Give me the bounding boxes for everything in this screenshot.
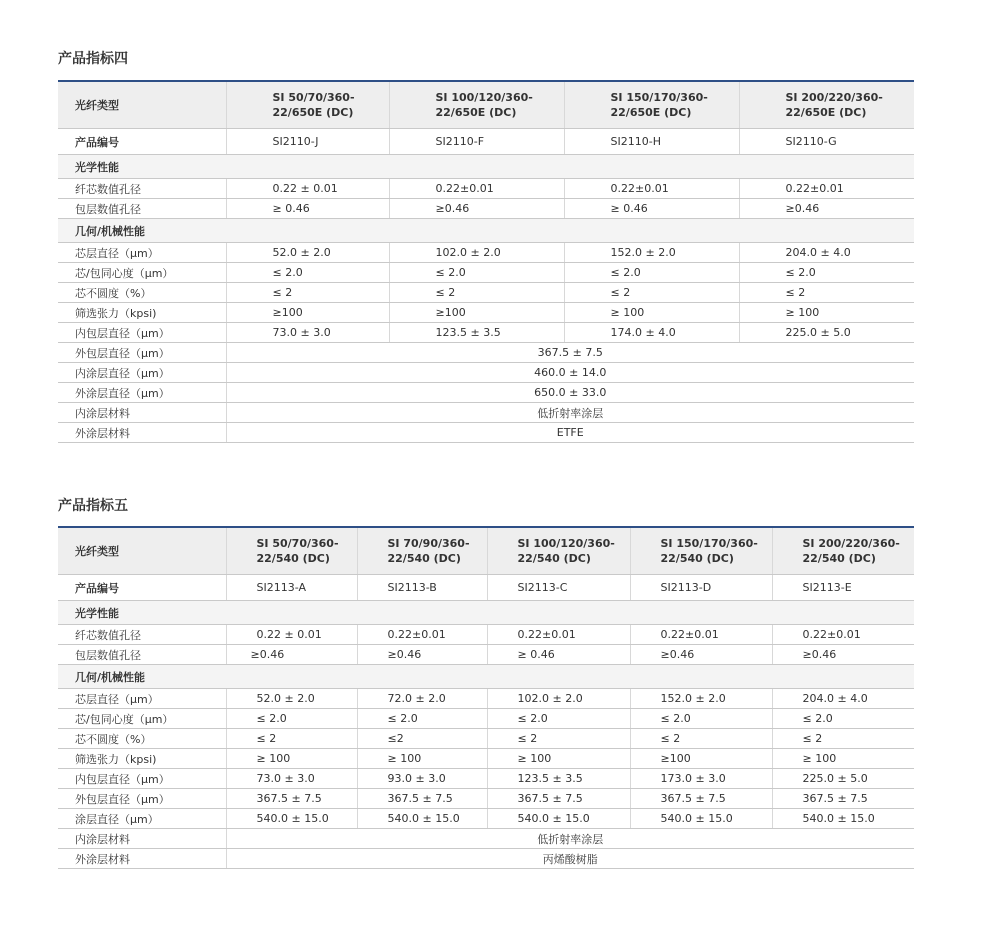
table-row xyxy=(58,809,914,829)
cell-value: 123.5 ± 3.5 xyxy=(389,323,564,343)
product-code-row xyxy=(58,129,914,155)
cell-value: ≤ 2.0 xyxy=(226,709,357,729)
cell-value: 540.0 ± 15.0 xyxy=(630,809,772,829)
cell-value: 73.0 ± 3.0 xyxy=(226,323,389,343)
table-row xyxy=(58,403,914,423)
cell-value: 52.0 ± 2.0 xyxy=(226,689,357,709)
group-row-optical xyxy=(58,601,914,625)
table-row xyxy=(58,343,914,363)
cell-value: 225.0 ± 5.0 xyxy=(772,769,914,789)
cell-value: ≥0.46 xyxy=(739,199,914,219)
cell-value: 204.0 ± 4.0 xyxy=(772,689,914,709)
cell-value: ≥100 xyxy=(226,303,389,323)
row-label: 内涂层材料 xyxy=(58,403,226,423)
row-label: 涂层直径（μm） xyxy=(58,809,226,829)
row-label: 筛选张力（kpsi) xyxy=(58,749,226,769)
row-label: 产品编号 xyxy=(58,129,226,155)
table-row xyxy=(58,789,914,809)
cell-value-merged: 低折射率涂层 xyxy=(226,403,914,423)
product-code: SI2113-E xyxy=(772,575,914,601)
cell-value: ≥100 xyxy=(630,749,772,769)
row-label: 芯/包同心度（μm） xyxy=(58,263,226,283)
cell-value: ≤ 2 xyxy=(772,729,914,749)
column-header: SI 200/220/360-22/540 (DC) xyxy=(772,527,914,575)
cell-value: ≤ 2.0 xyxy=(487,709,630,729)
header-label: 光纤类型 xyxy=(58,81,226,129)
cell-value: ≤ 2 xyxy=(739,283,914,303)
cell-value: ≥0.46 xyxy=(630,645,772,665)
product-code-row xyxy=(58,575,914,601)
cell-value: 540.0 ± 15.0 xyxy=(226,809,357,829)
cell-value: ≤ 2 xyxy=(389,283,564,303)
header-label: 光纤类型 xyxy=(58,527,226,575)
cell-value: ≤ 2 xyxy=(226,283,389,303)
cell-value: 367.5 ± 7.5 xyxy=(772,789,914,809)
cell-value: ≥ 0.46 xyxy=(487,645,630,665)
cell-value: ≥0.46 xyxy=(226,645,357,665)
cell-value: 204.0 ± 4.0 xyxy=(739,243,914,263)
cell-value: ≥ 100 xyxy=(564,303,739,323)
row-label: 内涂层直径（μm） xyxy=(58,363,226,383)
cell-value: 0.22±0.01 xyxy=(630,625,772,645)
table-row xyxy=(58,383,914,403)
cell-value-merged: ETFE xyxy=(226,423,914,443)
product-code: SI2110-H xyxy=(564,129,739,155)
cell-value: 152.0 ± 2.0 xyxy=(564,243,739,263)
section-title-table4: 产品指标四 xyxy=(58,51,128,67)
row-label: 筛选张力（kpsi) xyxy=(58,303,226,323)
row-label: 芯层直径（μm） xyxy=(58,243,226,263)
table-row xyxy=(58,423,914,443)
cell-value: 367.5 ± 7.5 xyxy=(630,789,772,809)
row-label: 包层数值孔径 xyxy=(58,199,226,219)
cell-value: ≤ 2.0 xyxy=(357,709,487,729)
cell-value: 540.0 ± 15.0 xyxy=(357,809,487,829)
table-row xyxy=(58,323,914,343)
table-row xyxy=(58,849,914,869)
table-row xyxy=(58,303,914,323)
table-row xyxy=(58,749,914,769)
cell-value: 102.0 ± 2.0 xyxy=(487,689,630,709)
table-row xyxy=(58,709,914,729)
row-label: 纤芯数值孔径 xyxy=(58,625,226,645)
cell-value: ≤ 2.0 xyxy=(564,263,739,283)
cell-value: ≤ 2.0 xyxy=(226,263,389,283)
cell-value-merged: 460.0 ± 14.0 xyxy=(226,363,914,383)
cell-value-merged: 367.5 ± 7.5 xyxy=(226,343,914,363)
row-label: 纤芯数值孔径 xyxy=(58,179,226,199)
group-row-geometry xyxy=(58,665,914,689)
cell-value: 0.22±0.01 xyxy=(564,179,739,199)
group-label: 几何/机械性能 xyxy=(58,665,914,689)
row-label: 包层数值孔径 xyxy=(58,645,226,665)
cell-value: ≤ 2 xyxy=(630,729,772,749)
cell-value: 152.0 ± 2.0 xyxy=(630,689,772,709)
cell-value: ≤ 2.0 xyxy=(630,709,772,729)
cell-value: 367.5 ± 7.5 xyxy=(487,789,630,809)
group-row-geometry xyxy=(58,219,914,243)
product-code: SI2110-F xyxy=(389,129,564,155)
product-code: SI2113-C xyxy=(487,575,630,601)
table-row xyxy=(58,199,914,219)
column-header: SI 150/170/360-22/540 (DC) xyxy=(630,527,772,575)
cell-value: 173.0 ± 3.0 xyxy=(630,769,772,789)
product-code: SI2113-A xyxy=(226,575,357,601)
table-row xyxy=(58,769,914,789)
cell-value: ≥ 0.46 xyxy=(564,199,739,219)
cell-value: ≥ 100 xyxy=(226,749,357,769)
row-label: 内包层直径（μm） xyxy=(58,323,226,343)
cell-value: 0.22±0.01 xyxy=(739,179,914,199)
cell-value: ≥0.46 xyxy=(357,645,487,665)
table-row xyxy=(58,689,914,709)
table-row xyxy=(58,179,914,199)
cell-value: ≥ 100 xyxy=(357,749,487,769)
cell-value: ≥0.46 xyxy=(389,199,564,219)
column-header: SI 200/220/360-22/650E (DC) xyxy=(739,81,914,129)
header-row xyxy=(58,81,914,129)
product-code: SI2110-J xyxy=(226,129,389,155)
row-label: 芯不圆度（%） xyxy=(58,283,226,303)
table-row xyxy=(58,243,914,263)
group-label: 光学性能 xyxy=(58,601,914,625)
group-label: 几何/机械性能 xyxy=(58,219,914,243)
group-label: 光学性能 xyxy=(58,155,914,179)
cell-value: 0.22 ± 0.01 xyxy=(226,625,357,645)
cell-value: ≥ 100 xyxy=(739,303,914,323)
table-row xyxy=(58,829,914,849)
row-label: 外涂层直径（μm） xyxy=(58,383,226,403)
section-title-table5: 产品指标五 xyxy=(58,498,128,514)
cell-value: ≤2 xyxy=(357,729,487,749)
column-header: SI 100/120/360-22/540 (DC) xyxy=(487,527,630,575)
cell-value: ≥100 xyxy=(389,303,564,323)
header-row xyxy=(58,527,914,575)
cell-value: ≤ 2.0 xyxy=(772,709,914,729)
spec-table-5 xyxy=(58,526,914,869)
column-header: SI 150/170/360-22/650E (DC) xyxy=(564,81,739,129)
table-row xyxy=(58,625,914,645)
row-label: 产品编号 xyxy=(58,575,226,601)
cell-value-merged: 650.0 ± 33.0 xyxy=(226,383,914,403)
row-label: 内涂层材料 xyxy=(58,829,226,849)
row-label: 外涂层材料 xyxy=(58,849,226,869)
cell-value-merged: 低折射率涂层 xyxy=(226,829,914,849)
cell-value: 540.0 ± 15.0 xyxy=(487,809,630,829)
row-label: 外包层直径（μm） xyxy=(58,343,226,363)
cell-value: 102.0 ± 2.0 xyxy=(389,243,564,263)
column-header: SI 50/70/360-22/650E (DC) xyxy=(226,81,389,129)
product-code: SI2113-B xyxy=(357,575,487,601)
table-row xyxy=(58,263,914,283)
cell-value: 174.0 ± 4.0 xyxy=(564,323,739,343)
table-row xyxy=(58,645,914,665)
cell-value: 367.5 ± 7.5 xyxy=(357,789,487,809)
cell-value: ≤ 2.0 xyxy=(389,263,564,283)
cell-value: 73.0 ± 3.0 xyxy=(226,769,357,789)
column-header: SI 70/90/360-22/540 (DC) xyxy=(357,527,487,575)
cell-value: 0.22±0.01 xyxy=(772,625,914,645)
row-label: 芯/包同心度（μm） xyxy=(58,709,226,729)
cell-value: 52.0 ± 2.0 xyxy=(226,243,389,263)
group-row-optical xyxy=(58,155,914,179)
cell-value: ≥ 100 xyxy=(487,749,630,769)
cell-value: ≤ 2 xyxy=(487,729,630,749)
cell-value: 93.0 ± 3.0 xyxy=(357,769,487,789)
cell-value: 72.0 ± 2.0 xyxy=(357,689,487,709)
table-row xyxy=(58,729,914,749)
cell-value: 0.22±0.01 xyxy=(487,625,630,645)
cell-value: 225.0 ± 5.0 xyxy=(739,323,914,343)
table-row xyxy=(58,363,914,383)
column-header: SI 50/70/360-22/540 (DC) xyxy=(226,527,357,575)
row-label: 外涂层材料 xyxy=(58,423,226,443)
cell-value: ≥ 100 xyxy=(772,749,914,769)
cell-value: ≥0.46 xyxy=(772,645,914,665)
row-label: 芯不圆度（%） xyxy=(58,729,226,749)
cell-value: 0.22±0.01 xyxy=(389,179,564,199)
cell-value-merged: 丙烯酸树脂 xyxy=(226,849,914,869)
row-label: 内包层直径（μm） xyxy=(58,769,226,789)
spec-table-4 xyxy=(58,80,914,443)
row-label: 芯层直径（μm） xyxy=(58,689,226,709)
cell-value: 0.22±0.01 xyxy=(357,625,487,645)
column-header: SI 100/120/360-22/650E (DC) xyxy=(389,81,564,129)
cell-value: 0.22 ± 0.01 xyxy=(226,179,389,199)
cell-value: 367.5 ± 7.5 xyxy=(226,789,357,809)
cell-value: ≥ 0.46 xyxy=(226,199,389,219)
product-code: SI2113-D xyxy=(630,575,772,601)
cell-value: ≤ 2.0 xyxy=(739,263,914,283)
product-code: SI2110-G xyxy=(739,129,914,155)
cell-value: 123.5 ± 3.5 xyxy=(487,769,630,789)
cell-value: ≤ 2 xyxy=(564,283,739,303)
cell-value: 540.0 ± 15.0 xyxy=(772,809,914,829)
cell-value: ≤ 2 xyxy=(226,729,357,749)
table-row xyxy=(58,283,914,303)
row-label: 外包层直径（μm） xyxy=(58,789,226,809)
